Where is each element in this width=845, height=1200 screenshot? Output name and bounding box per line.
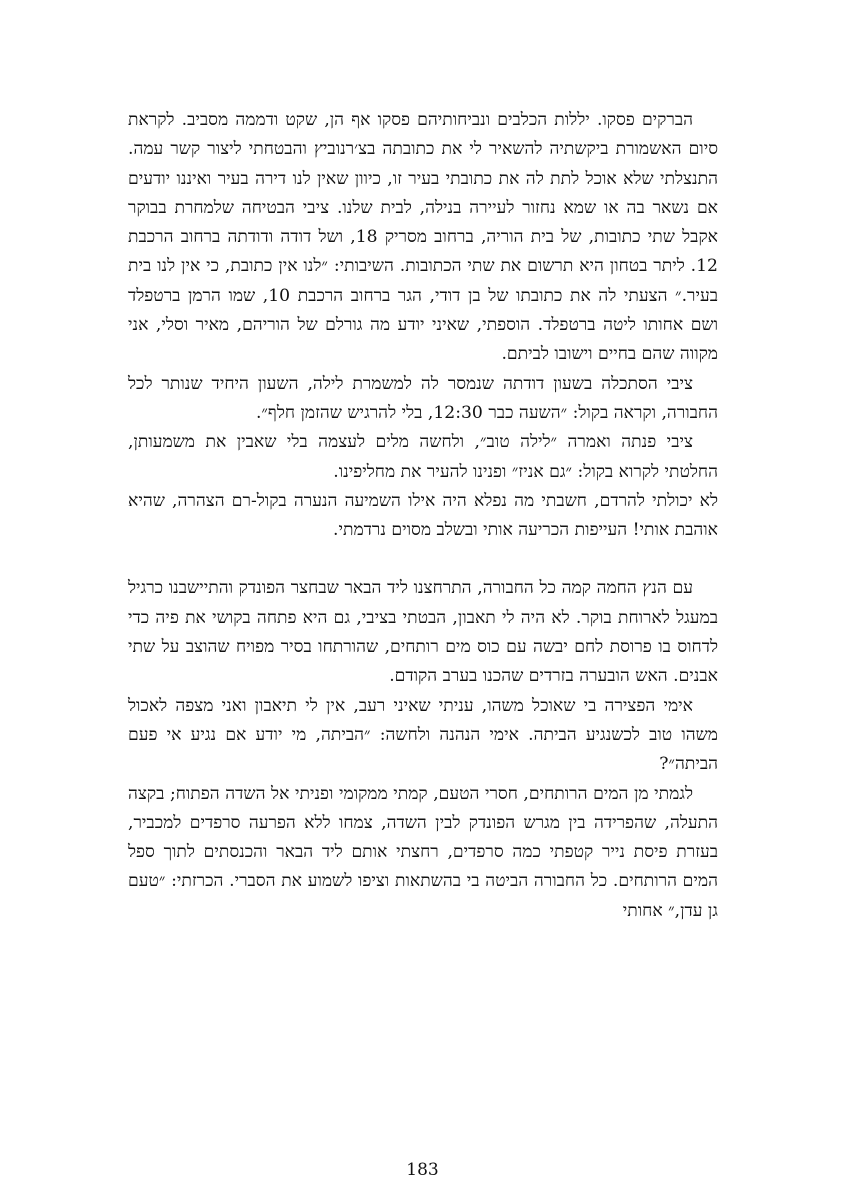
section-break bbox=[128, 545, 718, 574]
paragraph-4: לא יכולתי להרדם, חשבתי מה נפלא היה אילו השמיעה הנערה בקול-רם הצהרה, שהיא אוהבת אותי! העייפות הכריעה אותי ובשלב מסוים נרדמתי. bbox=[128, 490, 718, 541]
paragraph-2: ציבי הסתכלה בשעון דודתה שנמסר לה למשמרת לילה, השעון היחיד שנותר לכל החבורה, וקראה בקול: ״השעה כבר 12:30, בלי להרגיש שהזמן חלף״. bbox=[128, 373, 718, 423]
paragraph-1: הברקים פסקו. יללות הכלבים ונביחותיהם פסקו אף הן, שקט ודממה מסביב. לקראת סיום האשמורת ביקשתיה להשאיר לי את כתובתה בצ׳רנוביץ והבטחתי ליצור קשר עמה. התנצלתי שלא אוכל לתת לה את כתובתי בעיר זו, כיוון שאין לנו דירה בעיר ואיננו יודעים אם נשאר בה או שמא נחזור לעיירה בנילה, לבית שלנו. ציבי הבטיחה שלמחרת בבוקר אקבל שתי כתובות, של בית הוריה, ברחוב מסריק 18, ושל דודה ודודתה ברחוב הרכבת 12. ליתר בטחון היא תרשום את שתי הכתובות. השיבותי: ״לנו אין כתובת, כי אין לנו בית בעיר.״ הצעתי לה את כתובתו של בן דודי, הגר ברחוב הרכבת 10, שמו הרמן ברטפלד ושם אחותו ליטה ברטפלד. הוספתי, שאיני יודע מה גורלם של הוריהם, מאיר וסלי, אני מקווה שהם בחיים וישובו לביתם. bbox=[128, 110, 718, 365]
page-number: 183 bbox=[406, 1160, 439, 1180]
paragraph-6: אימי הפצירה בי שאוכל משהו, עניתי שאיני רעב, אין לי תיאבון ואני מצפה לאכול משהו טוב לכשנגיע הביתה. אימי הנהנה ולחשה: ״הביתה, מי יודע אם נגיע אי פעם הביתה״? bbox=[128, 695, 718, 775]
document-page bbox=[128, 106, 718, 926]
paragraph-5: עם הנץ החמה קמה כל החבורה, התרחצנו ליד הבאר שבחצר הפונדק והתיישבנו כרגיל במעגל לארוחת בוקר. לא היה לי תאבון, הבטתי בציבי, גם היא פתחה בקושי את פיה כדי לדחוס בו פרוסת לחם יבשה עם כוס מים רותחים, שהורתחו בסיר מפויח שהוצב על שתי אבנים. האש הובערה בזרדים שהכנו בערב הקודם. bbox=[128, 578, 719, 687]
paragraph-3: ציבי פנתה ואמרה ״לילה טוב״, ולחשה מלים לעצמה בלי שאבין את משמעותן, החלטתי לקרוא בקול: ״גם אניז״ ופנינו להעיר את מחליפינו. bbox=[128, 432, 718, 482]
paragraph-7: לגמתי מן המים הרותחים, חסרי הטעם, קמתי ממקומי ופניתי אל השדה הפתוח; בקצה התעלה, שהפרידה בין מגרש הפונדק לבין השדה, צמחו ללא הפרעה סרפדים למכביר, בעזרת פיסת נייר קטפתי כמה סרפדים, רחצתי אותם ליד הבאר והכנסתים לתוך ספל המים הרותחים. כל החבורה הביטה בי בהשתאות וציפו לשמוע את הסברי. הכרזתי: ״טעם גן עדן,״ אחותי bbox=[128, 783, 718, 921]
